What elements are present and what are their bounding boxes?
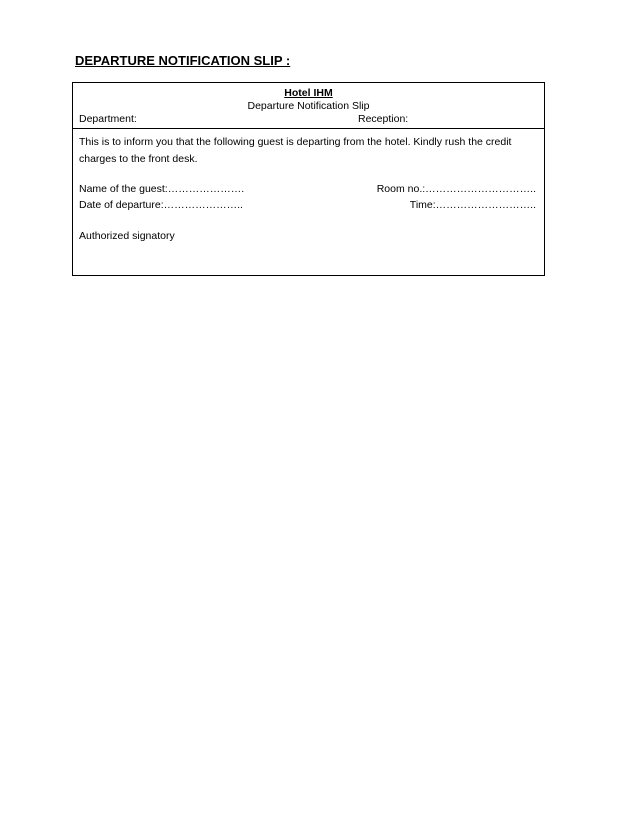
reception-label: Reception:	[358, 113, 409, 125]
slip-title: Departure Notification Slip	[247, 100, 370, 112]
departure-date-field: Date of departure:…………………..	[79, 199, 243, 211]
room-no-field: Room no.:…………………………..	[376, 183, 536, 195]
notification-message: This is to inform you that the following guest is departing from the hotel. Kindly rush the credit charges to the front desk.	[79, 136, 512, 165]
authorized-signatory-label: Authorized signatory	[79, 230, 175, 242]
department-label: Department:	[79, 113, 137, 125]
departure-slip-box	[72, 82, 545, 276]
time-field: Time:………………………..	[409, 199, 536, 211]
hotel-name: Hotel IHM	[284, 87, 333, 99]
header-divider	[73, 128, 544, 129]
page-heading: DEPARTURE NOTIFICATION SLIP :	[75, 53, 291, 68]
guest-name-field: Name of the guest:………………….	[79, 183, 245, 195]
